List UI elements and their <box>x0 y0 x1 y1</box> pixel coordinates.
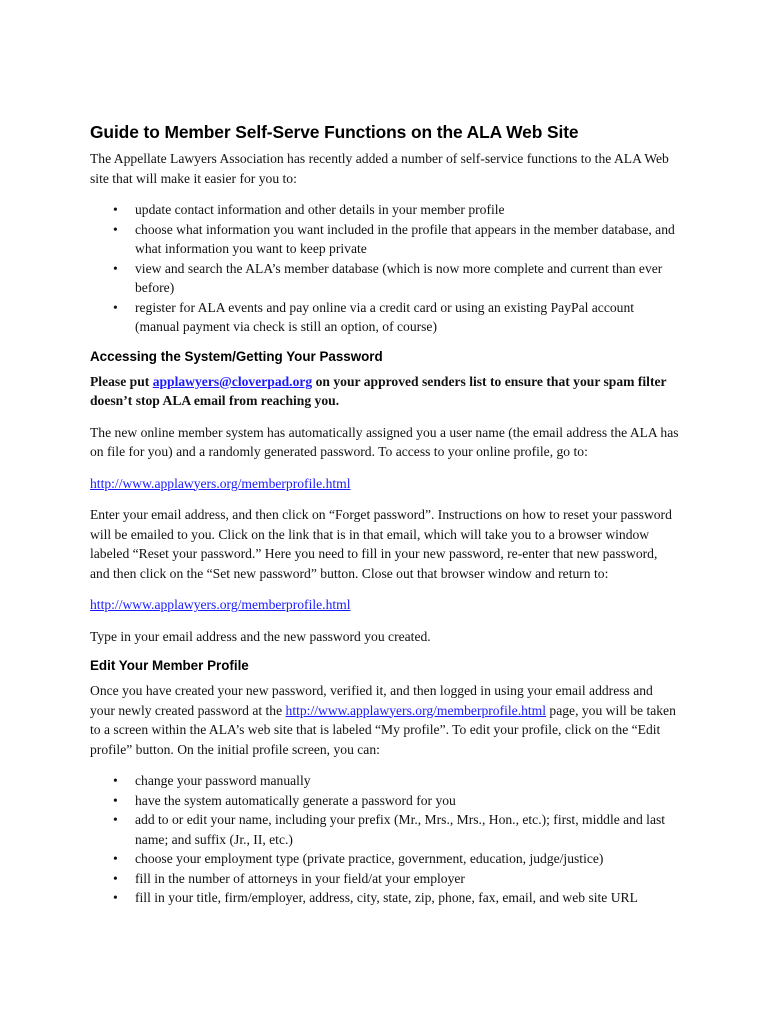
list-item: • have the system automatically generate a password for you <box>135 791 680 811</box>
access-paragraph-3: Type in your email address and the new password you created. <box>90 628 431 644</box>
intro-bullet-list <box>90 200 680 337</box>
member-profile-link-3[interactable]: http://www.applawyers.org/memberprofile.html <box>285 702 547 718</box>
section-heading-access: Accessing the System/Getting Your Password <box>90 348 383 364</box>
spam-notice-after: on your approved senders list to ensure that your spam filter doesn’t stop ALA email from reaching you. <box>90 373 667 408</box>
email-link[interactable]: applawyers@cloverpad.org <box>152 373 313 389</box>
list-item: • view and search the ALA’s member database (which is now more complete and current than ever before) <box>135 259 680 298</box>
intro-paragraph: The Appellate Lawyers Association has recently added a number of self-service functions to the ALA Web site that will make it easier for you to: <box>90 151 669 186</box>
link-paragraph-2 <box>90 595 680 615</box>
edit-paragraph-after: page, you will be taken to a screen within the ALA’s web site that is labeled “My profile”. To edit your profile, click on the “Edit profile” button. On the initial profile screen, you can: <box>90 702 676 757</box>
list-item: • update contact information and other details in your member profile <box>135 200 680 220</box>
document-title: Guide to Member Self-Serve Functions on the ALA Web Site <box>90 122 579 142</box>
edit-paragraph <box>90 681 680 759</box>
list-item: • choose your employment type (private practice, government, education, judge/justice) <box>135 849 680 869</box>
member-profile-link-1[interactable]: http://www.applawyers.org/memberprofile.html <box>90 475 351 491</box>
section-heading-edit: Edit Your Member Profile <box>90 658 249 673</box>
edit-bullet-list <box>90 771 680 908</box>
list-item: • choose what information you want included in the profile that appears in the member database, and what information you want to keep private <box>135 220 680 259</box>
link-paragraph-1 <box>90 474 680 494</box>
list-item: • register for ALA events and pay online via a credit card or using an existing PayPal account (manual payment via check is still an option, of course) <box>135 298 680 337</box>
edit-paragraph-before: Once you have created your new password, verified it, and then logged in using your email address and your newly created password at the <box>90 683 653 718</box>
access-paragraph-2: Enter your email address, and then click on “Forget password”. Instructions on how to reset your password will be emailed to you. Click on the link that is in that email, which will take you to a browser window labeled “Reset your password.” Here you need to fill in your new password, re-enter that new password, and then click on the “Set new password” button. Close out that browser window and return to: <box>90 507 672 581</box>
list-item: • add to or edit your name, including your prefix (Mr., Mrs., Mrs., Hon., etc.); first, middle and last name; and suffix (Jr., II, etc.) <box>135 810 680 849</box>
list-item: • fill in your title, firm/employer, address, city, state, zip, phone, fax, email, and web site URL <box>135 888 680 908</box>
spam-notice <box>90 372 680 411</box>
list-item: • change your password manually <box>135 771 680 791</box>
spam-notice-before: Please put <box>90 373 153 389</box>
list-item: • fill in the number of attorneys in your field/at your employer <box>135 869 680 889</box>
member-profile-link-2[interactable]: http://www.applawyers.org/memberprofile.html <box>90 597 351 612</box>
access-paragraph-1: The new online member system has automatically assigned you a user name (the email address the ALA has on file for you) and a randomly generated password. To access to your online profile, go to: <box>90 424 679 459</box>
